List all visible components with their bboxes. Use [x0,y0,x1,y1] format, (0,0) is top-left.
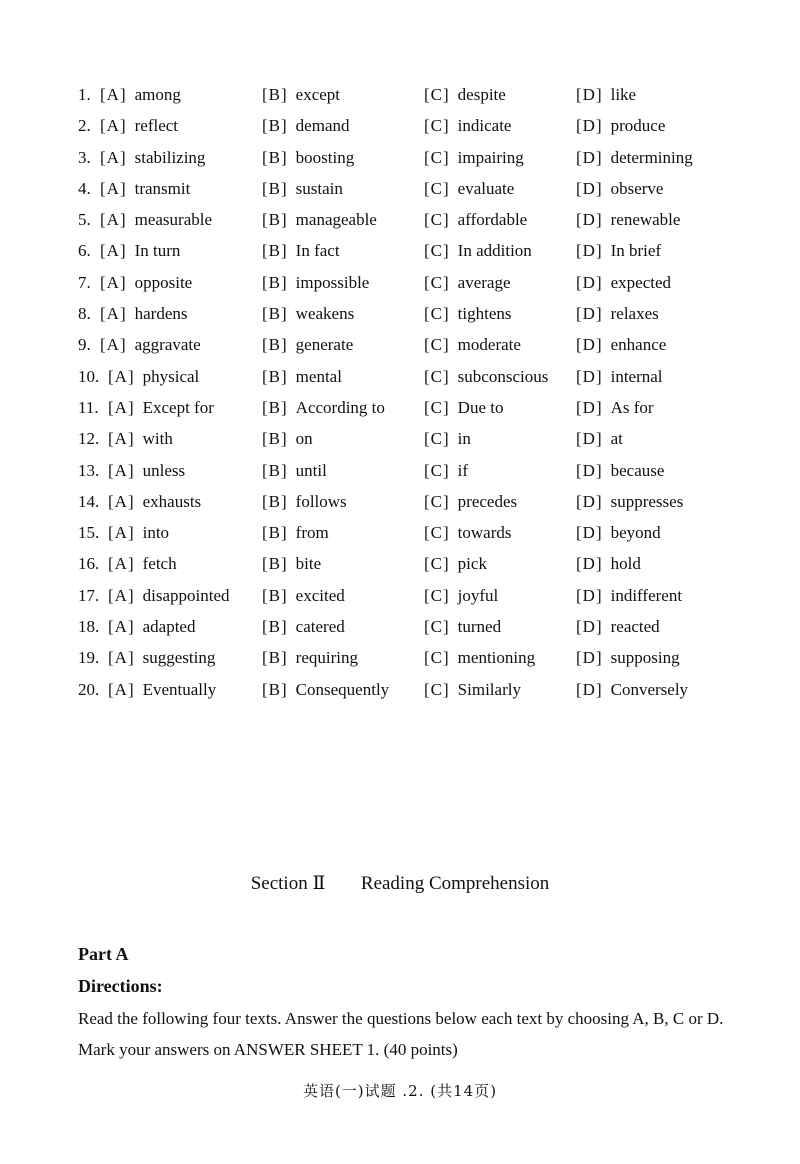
option-letter: [D] [576,617,603,637]
section-title [0,872,800,895]
option-letter: [C] [424,85,450,104]
option-text: despite [457,85,506,104]
option-text: hardens [134,304,188,324]
option-text: generate [295,335,354,355]
option-letter: [C] [424,460,450,480]
option-b [262,204,377,235]
option-letter: [B] [262,491,288,511]
option-c [424,455,468,486]
question-row [78,392,738,423]
option-d [576,235,661,266]
option-b [262,173,343,204]
question-number: 9. [78,335,91,355]
option-letter: [D] [576,210,603,230]
option-c [424,642,535,673]
option-letter: [C] [424,272,450,292]
option-a [108,392,214,423]
option-text: catered [295,617,345,637]
option-text: internal [610,366,663,386]
option-a [108,642,215,673]
directions-title: Directions: [78,976,163,996]
option-b [262,298,354,329]
option-b [262,642,358,673]
section-label: Section [250,873,308,894]
option-text: measurable [134,210,213,230]
option-a [108,361,199,392]
option-text: precedes [457,491,518,511]
option-letter: [D] [576,335,603,355]
option-b [262,455,327,486]
option-text: In turn [134,241,181,261]
option-c [424,235,532,266]
option-text: aggravate [134,335,201,355]
question-number: 6. [78,241,91,261]
option-letter: [C] [424,210,450,230]
option-text: among [134,85,181,104]
option-a [108,423,173,454]
option-letter: [B] [262,178,288,198]
section-name: Reading Comprehension [360,873,550,894]
option-c [424,204,527,235]
option-letter: [D] [576,241,603,261]
option-letter: [D] [576,523,603,543]
question-number: 20. [78,679,100,699]
question-row [78,235,738,266]
option-b [262,110,350,141]
option-letter: [C] [424,366,450,386]
option-letter: [C] [424,397,450,417]
option-d [576,548,641,579]
option-text: impossible [295,272,370,292]
option-text: beyond [610,523,661,543]
question-row [78,674,738,705]
option-text: expected [610,272,672,292]
option-text: Consequently [295,679,390,699]
option-letter: [B] [262,366,288,386]
option-text: on [295,429,313,449]
option-d [576,674,688,705]
option-a [100,204,212,235]
option-text: subconscious [457,366,549,386]
option-letter: [A] [108,523,135,543]
option-letter: [A] [100,210,127,230]
option-b [262,486,347,517]
option-letter: [C] [424,617,450,637]
option-b [262,517,329,548]
option-d [576,423,623,454]
option-letter: [A] [108,617,135,637]
option-d [576,79,636,110]
option-text: pick [457,554,487,574]
option-b [262,611,345,642]
option-text: unless [142,460,186,480]
option-c [424,173,514,204]
option-letter: [B] [262,335,288,355]
option-letter: [B] [262,304,288,324]
option-text: reacted [610,617,660,637]
part-title: Part A [78,944,129,964]
option-b [262,580,345,611]
question-row [78,486,738,517]
option-letter: [B] [262,272,288,292]
question-number: 5. [78,210,91,230]
option-text: impairing [457,147,524,167]
option-text: enhance [610,335,667,355]
question-number: 16. [78,554,100,574]
option-b [262,235,340,266]
option-letter: [C] [424,147,450,167]
option-a [108,611,195,642]
option-text: suggesting [142,648,216,668]
option-letter: [A] [108,491,135,511]
question-number: 11. [78,397,99,417]
option-letter: [D] [576,585,603,605]
option-text: stabilizing [134,147,206,167]
option-a [108,455,185,486]
option-letter: [C] [424,429,450,449]
option-a [100,267,192,298]
option-text: suppresses [610,491,684,511]
option-letter: [A] [108,460,135,480]
option-letter: [A] [108,366,135,386]
option-letter: [D] [576,460,603,480]
option-text: manageable [295,210,377,230]
option-letter: [B] [262,147,288,167]
option-text: excited [295,585,345,605]
option-c [424,110,511,141]
option-text: indicate [457,116,512,136]
option-text: towards [457,523,512,543]
option-text: if [457,460,469,480]
option-letter: [A] [100,335,127,355]
option-text: mental [295,366,342,386]
option-text: In addition [457,241,532,261]
option-text: mentioning [457,648,536,668]
option-letter: [B] [262,648,288,668]
option-letter: [A] [108,585,135,605]
option-letter: [A] [108,397,135,417]
option-c [424,674,521,705]
question-row [78,173,738,204]
question-row [78,580,738,611]
question-number: 14. [78,491,100,511]
page-footer: 英语(一)试题 .2. (共14页) [302,1082,498,1100]
option-text: because [610,460,665,480]
question-number: 8. [78,304,91,324]
option-a [100,110,178,141]
option-c [424,423,471,454]
cloze-options-list [78,79,738,705]
option-letter: [B] [262,585,288,605]
option-text: opposite [134,272,193,292]
option-d [576,486,683,517]
option-text: exhausts [142,491,202,511]
option-a [108,548,177,579]
option-d [576,361,663,392]
option-letter: [C] [424,648,450,668]
option-text: weakens [295,304,355,324]
option-letter: [D] [576,178,603,198]
option-text: indifferent [610,585,683,605]
option-d [576,392,654,423]
option-text: Due to [457,397,504,417]
option-text: boosting [295,147,355,167]
option-letter: [A] [108,679,135,699]
option-text: evaluate [457,178,515,198]
option-b [262,423,313,454]
option-d [576,267,671,298]
question-row [78,79,738,110]
option-text: According to [295,397,385,417]
option-letter: [B] [262,460,288,480]
option-text: reflect [134,116,179,136]
option-text: relaxes [610,304,659,324]
option-letter: [B] [262,554,288,574]
option-d [576,110,665,141]
option-letter: [D] [576,304,603,324]
question-number: 7. [78,272,91,292]
option-c [424,611,501,642]
option-text: In fact [295,241,340,261]
option-a [100,329,201,360]
option-d [576,580,682,611]
option-letter: [D] [576,147,603,167]
question-row [78,548,738,579]
option-text: Except for [142,397,214,417]
option-text: adapted [142,617,196,637]
option-a [108,580,230,611]
question-row [78,204,738,235]
option-letter: [B] [262,429,288,449]
option-text: until [295,460,327,480]
option-c [424,486,517,517]
question-number: 10. [78,366,100,386]
option-a [108,674,216,705]
option-d [576,642,680,673]
option-text: turned [457,617,502,637]
option-letter: [A] [100,272,127,292]
option-letter: [D] [576,272,603,292]
option-letter: [C] [424,178,450,198]
option-letter: [D] [576,116,603,136]
option-d [576,611,660,642]
option-letter: [C] [424,335,450,355]
question-row [78,611,738,642]
option-text: moderate [457,335,521,355]
question-row [78,142,738,173]
question-row [78,455,738,486]
option-letter: [D] [576,85,603,104]
option-text: demand [295,116,350,136]
option-letter: [C] [424,585,450,605]
option-letter: [C] [424,241,450,261]
option-letter: [B] [262,617,288,637]
question-number: 19. [78,648,100,668]
option-d [576,329,666,360]
option-letter: [C] [424,554,450,574]
question-number: 18. [78,617,100,637]
option-a [108,486,201,517]
question-row [78,517,738,548]
option-text: average [457,272,511,292]
option-text: in [457,429,471,449]
option-d [576,298,659,329]
option-text: As for [610,397,654,417]
option-text: renewable [610,210,681,230]
option-d [576,204,680,235]
option-letter: [D] [576,397,603,417]
option-text: at [610,429,623,449]
option-c [424,580,498,611]
option-a [100,173,190,204]
option-c [424,548,487,579]
option-d [576,455,664,486]
option-letter: [B] [262,85,288,104]
option-c [424,329,521,360]
option-text: like [610,85,637,104]
option-text: bite [295,554,322,574]
option-b [262,361,342,392]
question-row [78,329,738,360]
option-letter: [C] [424,116,450,136]
option-letter: [A] [100,147,127,167]
option-letter: [C] [424,491,450,511]
option-a [108,517,169,548]
option-a [100,235,180,266]
option-letter: [C] [424,304,450,324]
question-number: 4. [78,178,91,198]
option-c [424,142,524,173]
option-text: Similarly [457,679,521,699]
option-text: observe [610,178,664,198]
option-letter: [D] [576,554,603,574]
option-letter: [D] [576,679,603,699]
option-text: disappointed [142,585,230,605]
option-text: hold [610,554,641,574]
option-letter: [A] [108,648,135,668]
option-letter: [B] [262,210,288,230]
option-text: follows [295,491,347,511]
option-text: with [142,429,173,449]
option-c [424,361,548,392]
option-b [262,674,389,705]
option-letter: [B] [262,679,288,699]
option-letter: [C] [424,679,450,699]
option-c [424,267,511,298]
option-c [424,392,503,423]
option-b [262,79,340,110]
option-letter: [A] [100,241,127,261]
option-text: In brief [610,241,662,261]
option-letter: [B] [262,116,288,136]
option-text: physical [142,366,200,386]
option-letter: [B] [262,397,288,417]
option-a [100,298,187,329]
option-a [100,79,181,110]
option-letter: [A] [100,85,127,104]
option-letter: [D] [576,648,603,668]
option-text: fetch [142,554,177,574]
question-number: 3. [78,147,91,167]
option-text: transmit [134,178,191,198]
option-text: into [142,523,170,543]
option-letter: [D] [576,491,603,511]
question-number: 12. [78,429,100,449]
option-letter: [A] [100,116,127,136]
option-text: except [295,85,341,104]
question-number: 2. [78,116,91,136]
option-letter: [B] [262,241,288,261]
option-letter: [D] [576,429,603,449]
option-b [262,548,321,579]
option-b [262,392,385,423]
question-row [78,110,738,141]
option-text: tightens [457,304,512,324]
option-text: requiring [295,648,358,668]
option-text: supposing [610,648,680,668]
option-d [576,173,663,204]
option-letter: [A] [100,178,127,198]
option-c [424,298,512,329]
option-d [576,142,693,173]
option-letter: [A] [108,554,135,574]
option-c [424,517,512,548]
question-row [78,298,738,329]
option-b [262,142,354,173]
option-text: Eventually [142,679,217,699]
question-number: 17. [78,585,100,605]
question-row [78,361,738,392]
option-b [262,329,353,360]
option-text: joyful [457,585,499,605]
option-letter: [A] [108,429,135,449]
section-numeral: Ⅱ [312,873,326,894]
option-text: sustain [295,178,343,198]
option-letter: [B] [262,523,288,543]
question-row [78,267,738,298]
question-row [78,423,738,454]
option-text: produce [610,116,666,136]
option-c [424,79,506,110]
option-a [100,142,205,173]
option-text: from [295,523,329,543]
option-letter: [C] [424,523,450,543]
option-letter: [D] [576,366,603,386]
option-text: affordable [457,210,528,230]
directions-text: Read the following four texts. Answer the questions below each text by choosing A, B, C or D. Mark your answers on ANSWER SHEET 1. (40 points) [78,1009,724,1059]
question-number: 1. [78,85,91,104]
option-b [262,267,369,298]
question-number: 13. [78,460,100,480]
option-d [576,517,661,548]
question-number: 15. [78,523,100,543]
question-row [78,642,738,673]
option-letter: [A] [100,304,127,324]
option-text: Conversely [610,679,689,699]
option-text: determining [610,147,693,167]
